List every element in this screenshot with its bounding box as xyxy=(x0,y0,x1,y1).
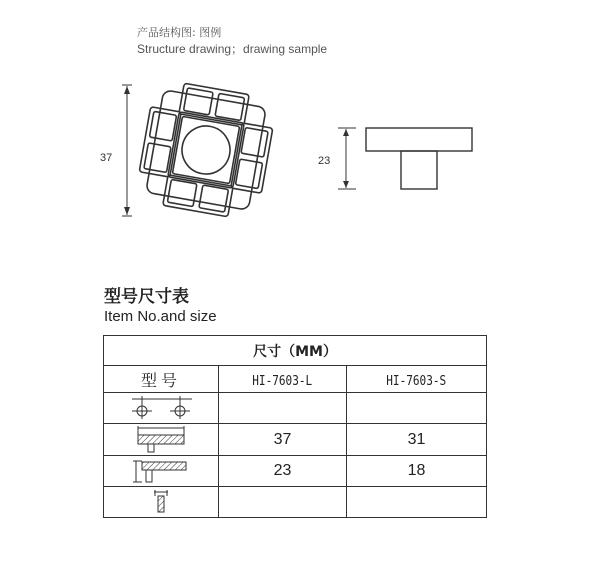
front-height-label: 37 xyxy=(100,152,113,164)
table-header-row xyxy=(104,336,487,366)
model-cell xyxy=(347,366,487,393)
value-cell xyxy=(347,393,487,424)
size-table-subtitle: Item No.and size xyxy=(104,308,217,325)
value-cell: 18 xyxy=(347,456,487,487)
screw-icon xyxy=(104,487,219,517)
model-label-cell xyxy=(104,366,219,393)
table-row xyxy=(104,393,487,424)
model-cell xyxy=(219,366,347,393)
table-row xyxy=(104,456,487,487)
row-icon-cell xyxy=(104,456,219,487)
size-table xyxy=(103,335,487,518)
value-cell xyxy=(347,487,487,518)
caption-zh: 产品结构图: 图例 xyxy=(137,26,222,39)
model-name: HI-7603-L xyxy=(252,373,313,389)
unit-header: 尺寸（MM） xyxy=(104,336,487,366)
hole-spacing-icon xyxy=(104,393,219,423)
model-name: HI-7603-S xyxy=(386,373,447,389)
value-cell: 23 xyxy=(219,456,347,487)
side-height-label: 23 xyxy=(318,155,331,167)
height-icon xyxy=(104,456,219,486)
front-view-drawing xyxy=(118,78,288,223)
value-cell xyxy=(219,393,347,424)
side-view-drawing xyxy=(336,122,476,194)
table-row xyxy=(104,424,487,456)
size-table-title: 型号尺寸表 xyxy=(104,287,189,307)
value-cell: 31 xyxy=(347,424,487,456)
model-label: 型号 xyxy=(140,370,181,390)
table-row xyxy=(104,487,487,518)
caption-en: Structure drawing；drawing sample xyxy=(137,42,328,56)
value-cell: 37 xyxy=(219,424,347,456)
row-icon-cell xyxy=(104,487,219,518)
row-icon-cell xyxy=(104,393,219,424)
row-icon-cell xyxy=(104,424,219,456)
model-row xyxy=(104,366,487,393)
length-icon xyxy=(104,424,219,455)
value-cell xyxy=(219,487,347,518)
